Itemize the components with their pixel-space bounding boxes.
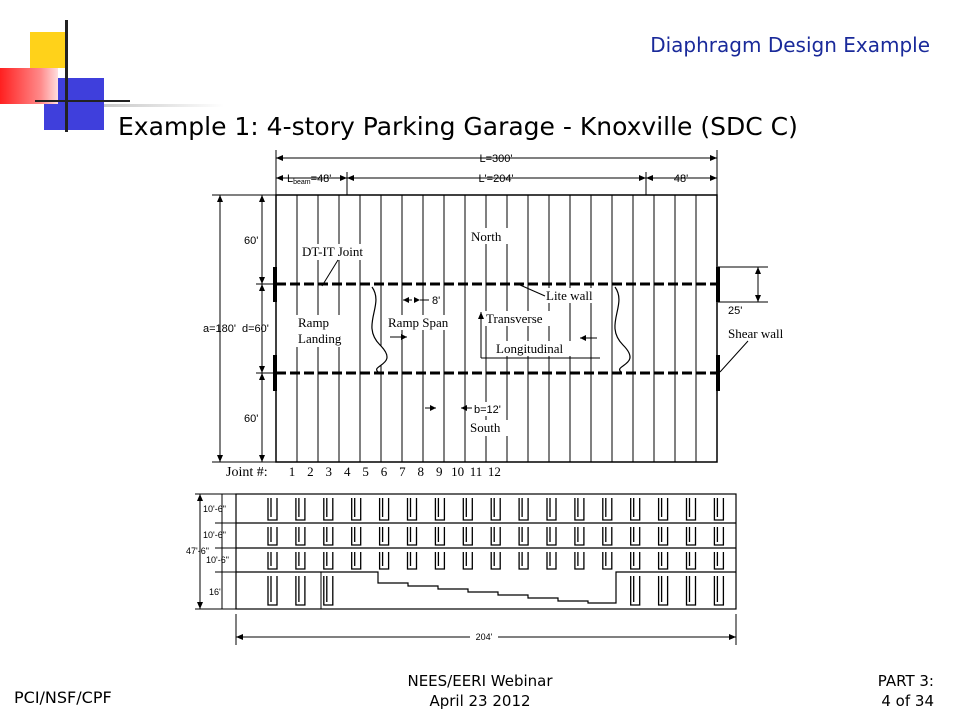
elevation-column [491, 498, 500, 520]
joint-number: 12 [487, 464, 501, 479]
elevation-column [519, 527, 528, 545]
elevation-column [575, 527, 584, 545]
elevation-column [491, 527, 500, 545]
joint-number: 9 [435, 464, 443, 479]
elevation-column [631, 498, 640, 520]
elevation-column [352, 498, 361, 520]
footer-webinar: NEES/EERI Webinar [407, 672, 553, 690]
elevation-column [575, 498, 584, 520]
elevation-column [659, 498, 668, 520]
elevation-column [296, 527, 305, 545]
elevation-column [547, 527, 556, 545]
label-ramp: Ramp [298, 315, 330, 330]
joint-number: 6 [380, 464, 388, 479]
elevation-column [491, 552, 500, 569]
elevation-column [296, 552, 305, 569]
elevation-column [435, 552, 444, 569]
elevation-column [714, 527, 723, 545]
elev-dim-4: 16' [209, 587, 221, 597]
footer-date: April 23 2012 [429, 692, 531, 710]
dim-a: a=180' [203, 323, 236, 335]
elevation-column [519, 552, 528, 569]
joint-number: 5 [362, 464, 369, 479]
elevation-column [268, 552, 277, 569]
footer-center [380, 671, 580, 711]
elevation-column [324, 552, 333, 569]
dim-mid-length: L'=204' [478, 173, 514, 185]
elevation-column [631, 527, 640, 545]
header-title: Diaphragm Design Example [650, 33, 930, 57]
elevation-column [268, 498, 277, 520]
elevation-column [408, 527, 417, 545]
elevation-column [324, 576, 333, 605]
elevation [195, 494, 736, 645]
joint-number: 4 [343, 464, 351, 479]
joint-numbers [289, 464, 501, 479]
footer-right [878, 671, 934, 711]
dim-25: 25' [728, 305, 743, 317]
footer-page: 4 of 34 [881, 692, 934, 710]
elevation-column [687, 498, 696, 520]
joint-number: 11 [469, 464, 483, 479]
elevation-column [575, 552, 584, 569]
elevation-column [687, 527, 696, 545]
joint-number: 2 [307, 464, 314, 479]
elev-total-height: 47'-6" [186, 546, 209, 556]
elevation-column [296, 498, 305, 520]
joint-number: 1 [288, 464, 296, 479]
elevation-column [463, 552, 472, 569]
joint-number: 7 [399, 464, 406, 479]
elevation-column [380, 527, 389, 545]
elev-dim-3: 10'-6" [206, 555, 229, 565]
label-south: South [470, 420, 501, 435]
label-shear-wall: Shear wall [728, 326, 784, 341]
elev-dim-1: 10'-6" [203, 504, 226, 514]
joint-number: 3 [325, 464, 333, 479]
slide-title: Example 1: 4-story Parking Garage - Knoxville (SDC C) [118, 112, 798, 141]
elevation-column [352, 552, 361, 569]
label-north: North [471, 229, 502, 244]
elevation-column [714, 498, 723, 520]
elevation-column [435, 527, 444, 545]
elevation-column [603, 527, 612, 545]
elevation-column [435, 498, 444, 520]
elevation-column [659, 527, 668, 545]
label-ramp-span: Ramp Span [388, 315, 449, 330]
elevation-column [631, 576, 640, 605]
joint-number-label: Joint #: [226, 465, 268, 480]
elevation-column [603, 552, 612, 569]
elevation-column [659, 552, 668, 569]
dim-total-length: L=300' [479, 153, 513, 165]
joint-number: 10 [451, 464, 465, 479]
footer-left: PCI/NSF/CPF [14, 688, 112, 707]
elevation-column [408, 552, 417, 569]
elevation-column [408, 498, 417, 520]
dim-bottom: 60' [244, 413, 259, 425]
footer-part: PART 3: [877, 672, 934, 690]
dim-d: d=60' [242, 323, 269, 335]
elevation-column [463, 527, 472, 545]
dim-b: b=12' [474, 404, 501, 416]
elevation-column [380, 498, 389, 520]
elevation-column [659, 576, 668, 605]
elevation-column [547, 498, 556, 520]
elevation-column [687, 552, 696, 569]
elevation-column [324, 498, 333, 520]
dim-8: 8' [432, 295, 441, 307]
label-dt-it-joint: DT-IT Joint [302, 244, 364, 259]
elevation-column [631, 552, 640, 569]
label-longitudinal: Longitudinal [496, 341, 564, 356]
elevation-column [268, 576, 277, 605]
elev-dim-2: 10'-6" [203, 530, 226, 540]
elevation-column [519, 498, 528, 520]
dim-top: 60' [244, 235, 259, 247]
dim-beam-length: Lbeam=48' [287, 173, 332, 186]
elevation-column [296, 576, 305, 605]
elevation-column [714, 576, 723, 605]
elev-total-width: 204' [475, 632, 493, 642]
dim-right-length: 48' [673, 173, 689, 185]
elevation-column [352, 527, 361, 545]
joint-number: 8 [417, 464, 425, 479]
elevation-column [380, 552, 389, 569]
label-transverse: Transverse [486, 311, 543, 326]
elevation-column [463, 498, 472, 520]
elevation-column [603, 498, 612, 520]
elevation-column [324, 527, 333, 545]
elevation-column [547, 552, 556, 569]
label-lite-wall: Lite wall [546, 288, 593, 303]
elevation-column [687, 576, 696, 605]
elevation-column [714, 552, 723, 569]
elevation-column [268, 527, 277, 545]
label-landing: Landing [298, 331, 342, 346]
